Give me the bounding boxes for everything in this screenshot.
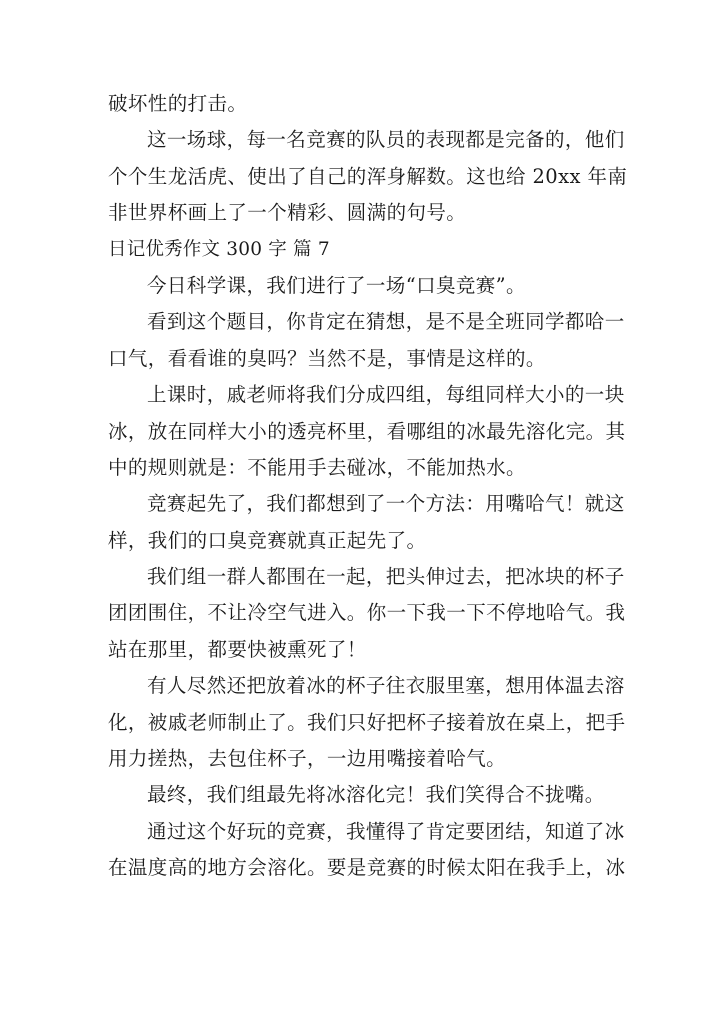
text-line: 上课时，戚老师将我们分成四组，每组同样大小的一块 — [147, 383, 625, 407]
text-line: 竞赛起先了，我们都想到了一个方法：用嘴哈气！就这 — [147, 492, 625, 516]
text-line: 团团围住，不让冷空气进入。你一下我一下不停地哈气。我 — [108, 601, 626, 625]
text-line: 最终，我们组最先将冰溶化完！我们笑得合不拢嘴。 — [147, 783, 605, 807]
document-body — [108, 86, 628, 887]
text-line: 冰，放在同样大小的透亮杯里，看哪组的冰最先溶化完。其 — [108, 419, 626, 443]
text-line: 化，被戚老师制止了。我们只好把杯子接着放在桌上，把手 — [108, 710, 626, 734]
text-line: 样，我们的口臭竞赛就真正起先了。 — [108, 528, 427, 552]
text-line: 在温度高的地方会溶化。要是竞赛的时候太阳在我手上，冰 — [108, 856, 626, 880]
text-line: 有人尽然还把放着冰的杯子往衣服里塞，想用体温去溶 — [147, 674, 625, 698]
text-line: 站在那里，都要快被熏死了！ — [108, 637, 367, 661]
text-line: 中的规则就是：不能用手去碰冰，不能加热水。 — [108, 455, 526, 479]
text-line: 这一场球，每一名竞赛的队员的表现都是完备的，他们 — [147, 128, 625, 152]
text-line: 看到这个题目，你肯定在猜想，是不是全班同学都哈一 — [147, 310, 625, 334]
text-line: 口气，看看谁的臭吗？当然不是，事情是这样的。 — [108, 346, 546, 370]
text-line: 我们组一群人都围在一起，把头伸过去，把冰块的杯子 — [147, 565, 625, 589]
text-line: 今日科学课，我们进行了一场“口臭竞赛”。 — [147, 273, 526, 297]
text-line: 破坏性的打击。 — [108, 92, 248, 115]
section-heading: 日记优秀作文 300 字 篇 7 — [108, 238, 330, 260]
text-line: 非世界杯画上了一个精彩、圆满的句号。 — [108, 201, 467, 225]
text-line: 个个生龙活虎、使出了自己的浑身解数。这也给 20xx 年南 — [108, 164, 628, 188]
text-line: 用力搓热，去包住杯子，一边用嘴接着哈气。 — [108, 747, 507, 771]
text-line: 通过这个好玩的竞赛，我懂得了肯定要团结，知道了冰 — [147, 819, 625, 843]
